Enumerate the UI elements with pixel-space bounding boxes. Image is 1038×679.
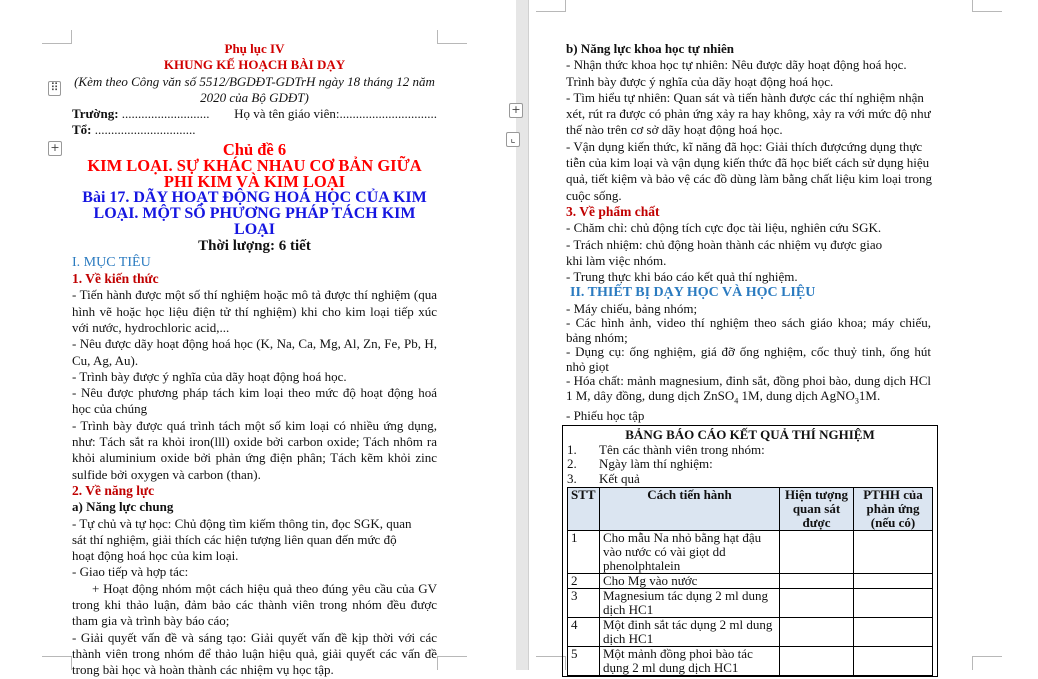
topic-label: Chủ đề 6 <box>222 139 287 159</box>
report-field <box>567 472 933 487</box>
cell-equation[interactable] <box>854 531 933 574</box>
equipment-item: - Phiếu học tập <box>566 407 645 423</box>
chem-subscript: 3 <box>854 396 859 406</box>
cell-stt: 3 <box>568 589 600 618</box>
knowledge-heading: 1. Về kiến thức <box>72 271 159 287</box>
field-label: Kết quả <box>599 470 640 486</box>
results-table <box>567 487 933 676</box>
header-method: Cách tiến hành <box>600 488 780 531</box>
knowledge-item: - Tiến hành được một số thí nghiệm hoặc mô tả được thí nghiệm (qua hình vẽ hoặc học liệu điện tử thí nghiệm) khi cho kim loại tiếp xúc với nước, hydrochloric acid,... <box>72 287 437 335</box>
document-page-1 <box>0 0 516 678</box>
field-label: Ngày làm thí nghiệm: <box>599 456 713 472</box>
knowledge-list <box>72 287 437 483</box>
page-gap <box>516 0 529 670</box>
quality-item: - Trung thực khi báo cáo kết quả thí nghiệm. <box>566 269 798 285</box>
add-button[interactable]: + <box>509 103 523 118</box>
header-equation: PTHH của phản ứng (nếu có) <box>854 488 933 531</box>
report-form <box>562 425 938 677</box>
topic-title: KIM LOẠI. SỰ KHÁC NHAU CƠ BẢN GIỮA PHI KIM VÀ KIM LOẠI <box>87 155 422 191</box>
group-value: ............................... <box>94 122 196 138</box>
cell-method: Một mảnh đồng phoi bào tác dụng 2 ml dung dịch HC1 <box>600 647 780 676</box>
cell-stt: 2 <box>568 574 600 589</box>
crop-mark <box>972 0 1002 12</box>
quality-item: - Trách nhiệm: chủ động hoàn thành các nhiệm vụ được giao khi làm việc nhóm. <box>566 236 883 268</box>
quality-item: - Chăm chỉ: chủ động tích cực đọc tài liệu, nghiên cứu SGK. <box>566 220 882 236</box>
table-row <box>568 531 933 574</box>
header-stt: STT <box>568 488 600 531</box>
appendix-label: Phụ lục IV <box>224 41 285 56</box>
science-item: - Nhận thức khoa học tự nhiên: Nêu được dãy hoạt động hoá học. Trình bày được ý nghĩa của dãy hoạt động hoá học. <box>566 57 907 89</box>
duration: Thời lượng: 6 tiết <box>198 237 311 254</box>
competence-item: - Tự chủ và tự học: Chủ động tìm kiếm thông tin, đọc SGK, quan sát thí nghiệm, giải thích các hiện tượng liên quan đến mức độ hoạt động hoá học của kim loại. <box>72 515 412 564</box>
competence-heading: 2. Về năng lực <box>72 482 155 498</box>
cell-observation[interactable] <box>780 589 854 618</box>
crop-mark <box>437 30 467 44</box>
field-label: Tên các thành viên trong nhóm: <box>599 441 765 457</box>
cell-stt: 4 <box>568 618 600 647</box>
chemicals-item <box>566 374 931 409</box>
section-objectives: I. MỤC TIÊU <box>72 254 151 270</box>
cell-stt: 5 <box>568 647 600 676</box>
table-row <box>568 574 933 589</box>
lesson-title: Bài 17. DÃY HOẠT ĐỘNG HOÁ HỌC CỦA KIM LOẠI. MỘT SỐ PHƯƠNG PHÁP TÁCH KIM LOẠI <box>82 188 427 238</box>
school-line <box>72 106 437 122</box>
report-title: BẢNG BÁO CÁO KẾT QUẢ THÍ NGHIỆM <box>625 427 875 443</box>
knowledge-item: - Trình bày được ý nghĩa của dãy hoạt động hoá học. <box>72 368 347 384</box>
equipment-item: - Máy chiếu, bảng nhóm; <box>566 300 698 316</box>
chem-text: - Hóa chất: mảnh magnesium, đinh sắt, đồng phoi bào, dung dịch HCl 1 M, dây đồng, dung dịch ZnSO <box>566 373 931 403</box>
crop-mark <box>536 0 566 12</box>
teacher-label: Họ và tên giáo viên: <box>234 106 340 122</box>
competence-item: + Hoạt động nhóm một cách hiệu quả theo đúng yêu cầu của GV trong khi thảo luận, đảm bảo các thành viên trong nhóm đều được tham gia và trình bày báo cáo; <box>72 580 437 629</box>
header-observation: Hiện tượng quan sát được <box>780 488 854 531</box>
knowledge-item: - Nêu được dãy hoạt động hoá học (K, Na, Ca, Mg, Al, Zn, Fe, Pb, H, Cu, Ag, Au). <box>72 336 437 368</box>
table-row <box>568 589 933 618</box>
table-move-handle-icon[interactable]: ⠿ <box>48 81 61 96</box>
chem-text: 1M. <box>858 387 881 403</box>
field-number: 1. <box>567 441 577 457</box>
chem-subscript: 4 <box>734 396 739 406</box>
field-number: 2. <box>567 456 577 472</box>
table-row <box>568 647 933 676</box>
equipment-item: - Các hình ảnh, video thí nghiệm theo sách giáo khoa; máy chiếu, bảng nhóm; <box>566 315 931 345</box>
science-competence-heading: b) Năng lực khoa học tự nhiên <box>566 41 735 56</box>
knowledge-item: - Nêu được phương pháp tách kim loại theo mức độ hoạt động hoá học của chúng <box>72 385 437 417</box>
attached-note: (Kèm theo Công văn số 5512/BGDĐT-GDTrH ngày 18 tháng 12 năm 2020 của Bộ GDĐT) <box>74 73 435 105</box>
cell-method: Cho Mg vào nước <box>600 574 780 589</box>
cell-equation[interactable] <box>854 647 933 676</box>
cell-equation[interactable] <box>854 618 933 647</box>
science-item: - Tìm hiểu tự nhiên: Quan sát và tiến hành được các thí nghiệm nhận xét, rút ra được có phản ứng xảy ra hay không, xảy ra với mức độ như thế nào trên cơ sở dãy hoạt động hoá học. <box>566 89 931 138</box>
document-page-2 <box>529 0 1038 676</box>
crop-mark <box>437 656 467 670</box>
knowledge-item: - Trình bày được quá trình tách một số kim loại có nhiều ứng dụng, như: Tách sắt ra khỏi iron(lll) oxide bởi carbon oxide; Tách nhôm ra khỏi aluminium oxide bởi phản ứng điện phân; Tách kẽm khỏi zinc sulfide bởi oxygen và carbon (than). <box>72 417 437 482</box>
cell-observation[interactable] <box>780 618 854 647</box>
cell-observation[interactable] <box>780 647 854 676</box>
equipment-item: - Dụng cụ: ống nghiệm, giá đỡ ống nghiệm, cốc thuỷ tinh, ống hút nhỏ giọt <box>566 344 931 374</box>
cell-stt: 1 <box>568 531 600 574</box>
cell-observation[interactable] <box>780 574 854 589</box>
qualities-heading: 3. Về phẩm chất <box>566 203 660 219</box>
cell-method: Một đinh sắt tác dụng 2 ml dung dịch HC1 <box>600 618 780 647</box>
cell-method: Magnesium tác dụng 2 ml dung dịch HC1 <box>600 589 780 618</box>
field-number: 3. <box>567 470 577 486</box>
school-label: Trường: <box>72 106 119 122</box>
layout-options-icon[interactable]: ⌞ <box>506 132 520 147</box>
cell-equation[interactable] <box>854 574 933 589</box>
cell-equation[interactable] <box>854 589 933 618</box>
group-label: Tổ: <box>72 122 92 138</box>
school-value: ........................... <box>121 106 210 122</box>
report-fields <box>567 443 933 487</box>
frame-title: KHUNG KẾ HOẠCH BÀI DẠY <box>163 57 346 73</box>
competence-item: - Giao tiếp và hợp tác: <box>72 564 189 580</box>
teacher-value: .............................. <box>339 106 437 122</box>
cell-method: Cho mẫu Na nhỏ bằng hạt đậu vào nước có vài giọt dd phenolphtalein <box>600 531 780 574</box>
crop-mark <box>42 656 72 670</box>
chem-text: 1M, dung dịch AgNO <box>738 387 855 403</box>
competence-item: - Giải quyết vấn đề và sáng tạo: Giải quyết vấn đề kịp thời với các thành viên trong nhóm để thảo luận hiệu quả, giải quyết các vấn đề trong bài học và hoàn thành các nhiệm vụ học tập. <box>72 629 437 678</box>
crop-mark <box>42 30 72 44</box>
section-equipment: II. THIẾT BỊ DẠY HỌC VÀ HỌC LIỆU <box>570 285 816 301</box>
table-row <box>568 618 933 647</box>
crop-mark <box>972 656 1002 670</box>
cell-observation[interactable] <box>780 531 854 574</box>
add-row-button[interactable]: + <box>48 141 62 156</box>
report-field <box>567 457 933 472</box>
science-item: - Vận dụng kiến thức, kĩ năng đã học: Giải thích đượcứng dụng thực tiễn của kim loại và vận dụng kiến thức đã học biết cách sử dụng hiệu quả, tiết kiệm và bảo vệ các đồ dùng làm bằng chất liệu kim loại trong cuộc sống. <box>566 138 933 203</box>
table-header-row <box>568 488 933 531</box>
general-competence-heading: a) Năng lực chung <box>72 499 174 515</box>
report-field <box>567 443 933 458</box>
